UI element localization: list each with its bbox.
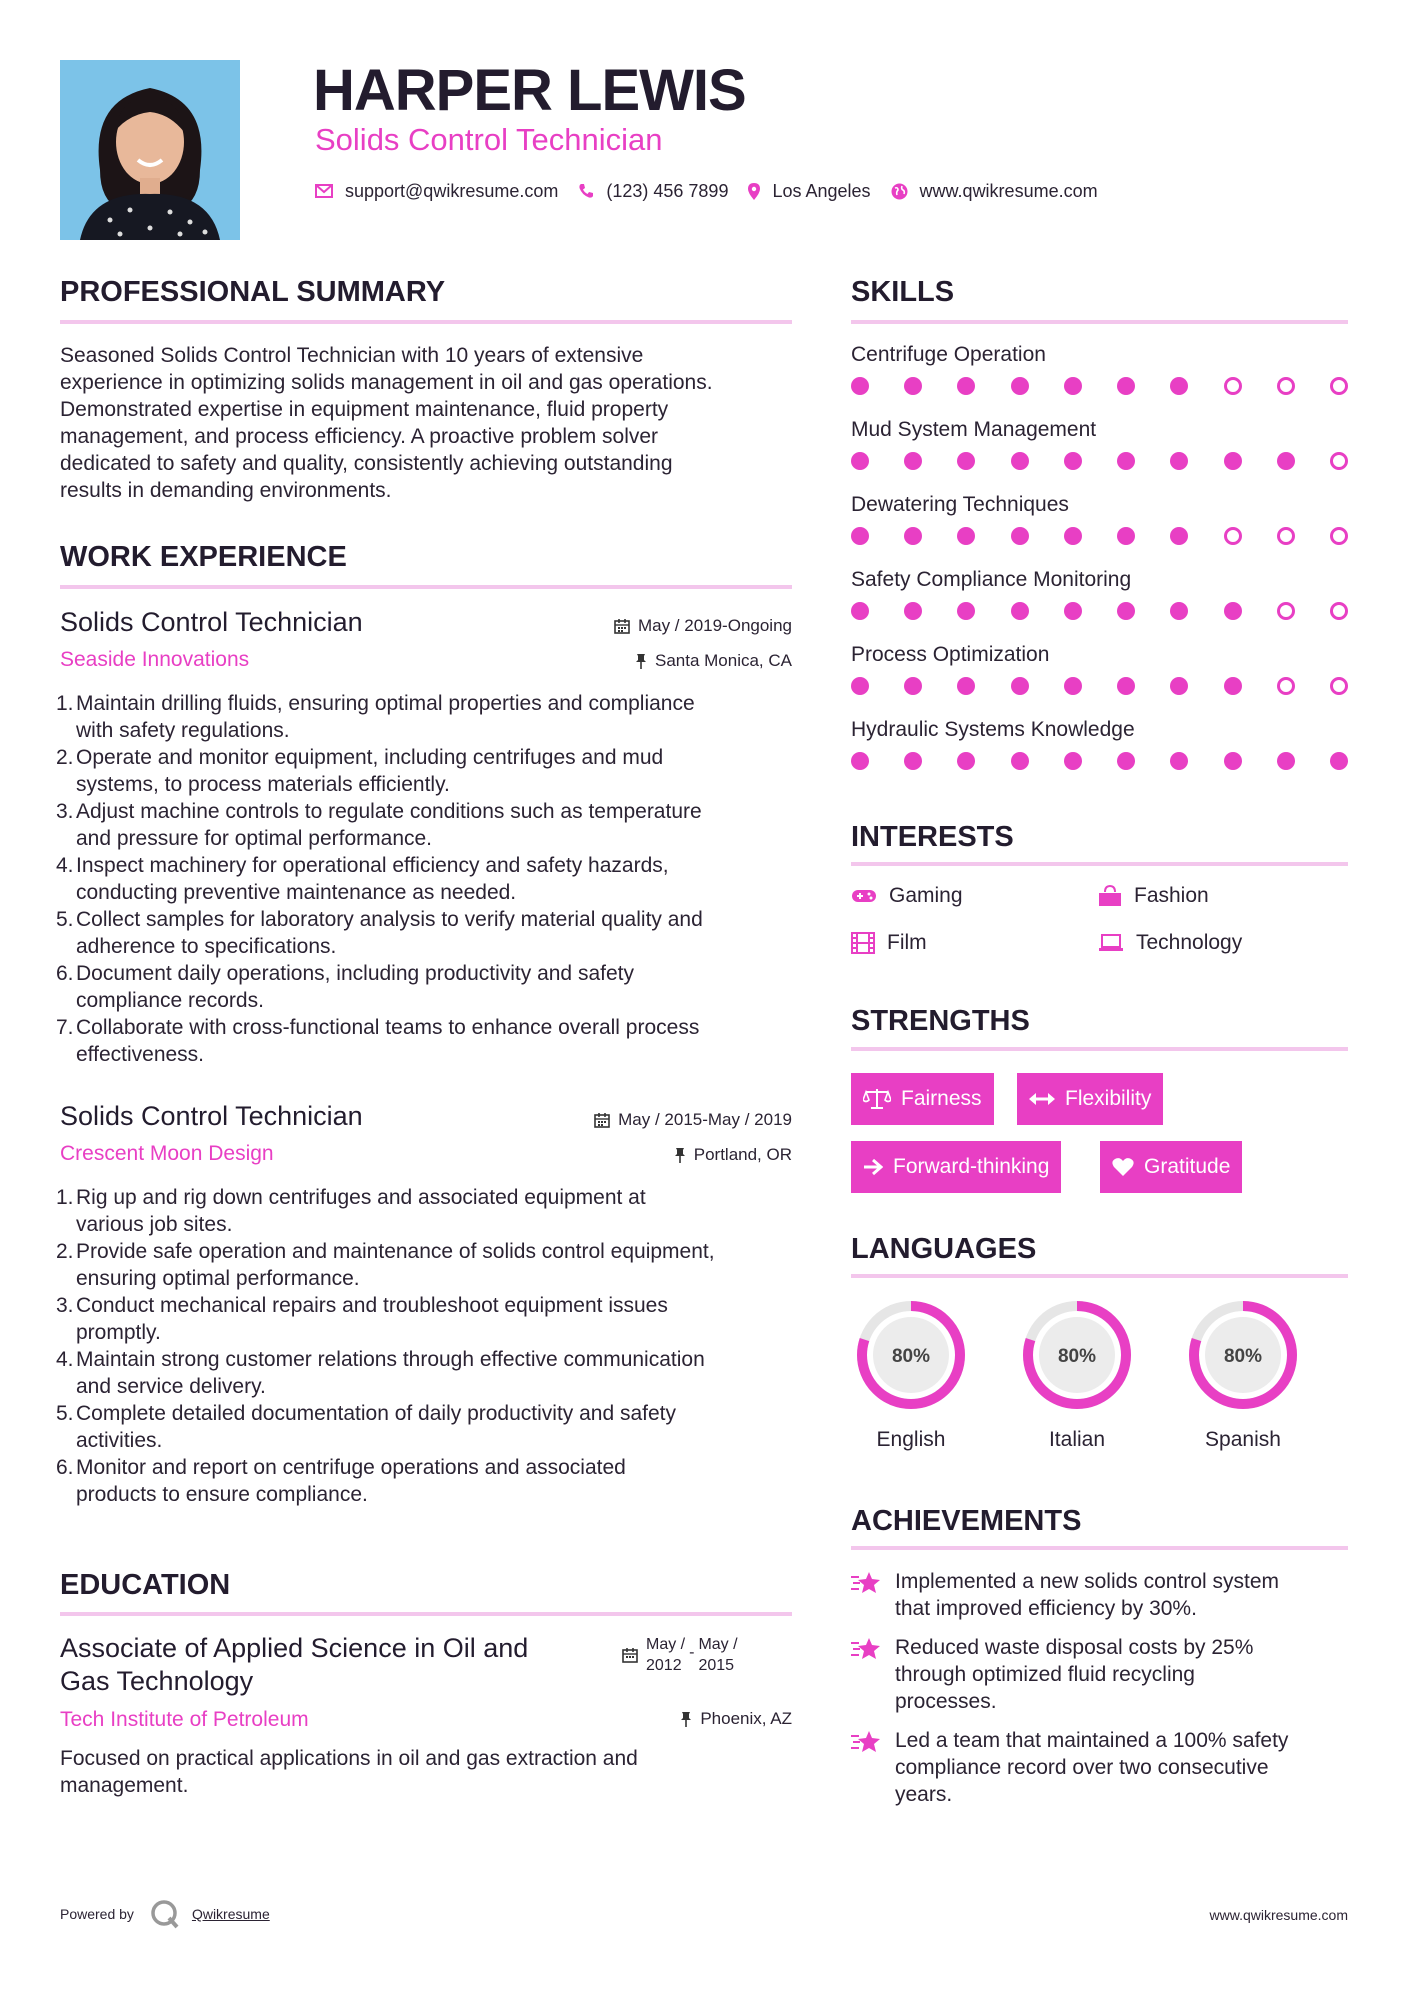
skill-rating xyxy=(851,527,1348,545)
rating-dot-filled xyxy=(851,752,869,770)
rating-dot-empty xyxy=(1277,377,1295,395)
job-title: Solids Control Technician xyxy=(60,1101,363,1131)
education-heading: EDUCATION xyxy=(60,1569,231,1601)
rating-dot-filled xyxy=(1224,602,1242,620)
job-dates: May / 2015-May / 2019 xyxy=(492,1110,792,1130)
pin-icon xyxy=(635,653,647,669)
rating-dot-filled xyxy=(1277,752,1295,770)
skill-row xyxy=(851,417,1348,492)
rating-dot-empty xyxy=(1330,527,1348,545)
achievement-item: Reduced waste disposal costs by 25% through optimized fluid recycling processes. xyxy=(851,1634,1351,1715)
summary-text: Seasoned Solids Control Technician with 10 years of extensive experience in optimizing solids management in oil and gas operations. Demonstrated expertise in equipment maintenance, fluid property management, and process efficiency. A proactive problem solver dedicated to safety and quality, consistently achieving outstanding results in demanding environments. xyxy=(60,344,713,502)
skill-name: Process Optimization xyxy=(851,643,1050,666)
footer-branding xyxy=(60,1899,270,1929)
rating-dot-filled xyxy=(1224,752,1242,770)
rating-dot-filled xyxy=(957,677,975,695)
job-dates: May / 2019-Ongoing xyxy=(492,616,792,636)
rating-dot-filled xyxy=(1117,752,1135,770)
contact-location xyxy=(748,181,870,202)
qwikresume-logo-icon xyxy=(150,1899,180,1929)
language-name: Spanish xyxy=(1205,1428,1281,1451)
envelope-icon xyxy=(315,184,333,198)
achievements-rule xyxy=(851,1546,1348,1550)
rating-dot-filled xyxy=(904,452,922,470)
language-name: Italian xyxy=(1048,1428,1106,1451)
rating-dot-filled xyxy=(1011,527,1029,545)
strength-badge: Gratitude xyxy=(1100,1141,1242,1193)
footer-website[interactable]: www.qwikresume.com xyxy=(1209,1907,1348,1923)
skills-list xyxy=(851,342,1348,767)
job-location: Santa Monica, CA xyxy=(492,651,792,671)
list-item: 1. Rig up and rig down centrifuges and associated equipment at various job sites. xyxy=(56,1186,646,1236)
rating-dot-filled xyxy=(1064,527,1082,545)
rating-dot-filled xyxy=(1064,752,1082,770)
rating-dot-empty xyxy=(1330,452,1348,470)
experience-rule xyxy=(60,585,792,589)
rating-dot-filled xyxy=(1011,752,1029,770)
job-title: Solids Control Technician xyxy=(60,607,363,637)
brand-link[interactable]: Qwikresume xyxy=(191,1906,270,1922)
contact-website[interactable] xyxy=(891,181,1098,202)
skill-row xyxy=(851,642,1348,717)
candidate-name: HARPER LEWIS xyxy=(313,58,746,123)
strength-badge: Flexibility xyxy=(1017,1073,1163,1125)
skills-heading: SKILLS xyxy=(851,276,955,308)
achievements-list xyxy=(851,1568,1351,1808)
job-responsibilities xyxy=(56,690,816,1068)
skill-name: Mud System Management xyxy=(851,418,1097,441)
rating-dot-filled xyxy=(957,452,975,470)
rating-dot-filled xyxy=(1117,677,1135,695)
school-name: Tech Institute of Petroleum xyxy=(60,1708,309,1731)
star-icon xyxy=(851,1571,881,1595)
arrow-right-icon xyxy=(863,1158,883,1176)
company-name: Seaside Innovations xyxy=(60,648,250,671)
skill-name: Hydraulic Systems Knowledge xyxy=(851,718,1135,741)
interests-heading: INTERESTS xyxy=(851,821,1014,853)
rating-dot-filled xyxy=(957,752,975,770)
pin-icon xyxy=(674,1147,686,1163)
list-item: 1. Maintain drilling fluids, ensuring optimal properties and compliance with safety regulations. xyxy=(56,692,695,742)
strengths-heading: STRENGTHS xyxy=(851,1005,1030,1037)
strength-badge: Fairness xyxy=(851,1073,994,1125)
list-item: 3. Adjust machine controls to regulate conditions such as temperature and pressure for optimal performance. xyxy=(56,800,702,850)
star-icon xyxy=(851,1637,881,1661)
rating-dot-filled xyxy=(851,377,869,395)
globe-icon xyxy=(891,183,908,200)
skill-name: Dewatering Techniques xyxy=(851,493,1069,516)
education-end: May / 2015 xyxy=(698,1636,738,1674)
language-item xyxy=(851,1293,971,1452)
list-item: 2. Operate and monitor equipment, including centrifuges and mud systems, to process materials efficiently. xyxy=(56,746,664,796)
rating-dot-filled xyxy=(1064,677,1082,695)
skill-rating xyxy=(851,677,1348,695)
strengths-rule xyxy=(851,1047,1348,1051)
skill-name: Centrifuge Operation xyxy=(851,343,1046,366)
rating-dot-filled xyxy=(1064,602,1082,620)
rating-dot-filled xyxy=(851,602,869,620)
rating-dot-filled xyxy=(904,677,922,695)
rating-dot-empty xyxy=(1224,377,1242,395)
rating-dot-filled xyxy=(851,527,869,545)
languages-list xyxy=(851,1293,1351,1473)
rating-dot-filled xyxy=(1170,602,1188,620)
contact-phone[interactable] xyxy=(578,181,728,202)
rating-dot-filled xyxy=(1170,452,1188,470)
job-location: Portland, OR xyxy=(492,1145,792,1165)
website-text: www.qwikresume.com xyxy=(919,180,1098,201)
balance-scale-icon xyxy=(863,1088,891,1110)
list-item: 5. Collect samples for laboratory analysis to verify material quality and adherence to specifications. xyxy=(56,908,703,958)
rating-dot-filled xyxy=(1277,452,1295,470)
achievement-item: Implemented a new solids control system that improved efficiency by 30%. xyxy=(851,1568,1351,1622)
summary-heading: PROFESSIONAL SUMMARY xyxy=(60,276,446,308)
skill-rating xyxy=(851,602,1348,620)
skill-row xyxy=(851,717,1348,767)
rating-dot-filled xyxy=(904,752,922,770)
rating-dot-filled xyxy=(1117,602,1135,620)
job-responsibilities xyxy=(56,1184,816,1508)
interest-technology: Technology xyxy=(1098,927,1242,959)
rating-dot-filled xyxy=(1117,377,1135,395)
calendar-icon xyxy=(614,618,630,634)
arrows-h-icon xyxy=(1029,1092,1055,1106)
laptop-icon xyxy=(1098,934,1124,952)
skill-row xyxy=(851,492,1348,567)
experience-heading: WORK EXPERIENCE xyxy=(60,541,347,573)
map-marker-icon xyxy=(748,183,760,200)
rating-dot-filled xyxy=(851,677,869,695)
heart-icon xyxy=(1112,1157,1134,1177)
language-ring xyxy=(1183,1293,1303,1417)
contact-bar xyxy=(315,177,1118,205)
list-item: 6. Monitor and report on centrifuge operations and associated products to ensure compliance. xyxy=(56,1456,626,1506)
education-description: Focused on practical applications in oil and gas extraction and management. xyxy=(60,1747,638,1797)
list-item: 2. Provide safe operation and maintenance of solids control equipment, ensuring optimal performance. xyxy=(56,1240,715,1290)
company-name: Crescent Moon Design xyxy=(60,1142,274,1165)
contact-email[interactable] xyxy=(315,181,558,202)
rating-dot-empty xyxy=(1277,677,1295,695)
language-percent: 80% xyxy=(1223,1346,1263,1367)
interest-fashion: Fashion xyxy=(1098,880,1209,912)
rating-dot-filled xyxy=(957,527,975,545)
language-name: English xyxy=(876,1428,946,1451)
rating-dot-filled xyxy=(904,527,922,545)
powered-by-label: Powered by xyxy=(60,1906,134,1922)
skill-rating xyxy=(851,377,1348,395)
skill-rating xyxy=(851,752,1348,770)
location-text: Los Angeles xyxy=(772,180,871,201)
language-ring xyxy=(1017,1293,1137,1417)
calendar-icon xyxy=(594,1112,610,1128)
rating-dot-filled xyxy=(957,377,975,395)
email-text: support@qwikresume.com xyxy=(345,180,559,201)
language-percent: 80% xyxy=(891,1346,931,1367)
profile-photo xyxy=(60,60,240,240)
calendar-icon xyxy=(622,1647,638,1663)
languages-heading: LANGUAGES xyxy=(851,1233,1037,1265)
rating-dot-empty xyxy=(1330,602,1348,620)
rating-dot-filled xyxy=(1117,527,1135,545)
rating-dot-filled xyxy=(1011,377,1029,395)
rating-dot-empty xyxy=(1330,677,1348,695)
education-dates: May / 2012 - May / 2015 xyxy=(622,1634,738,1676)
rating-dot-filled xyxy=(904,377,922,395)
rating-dot-filled xyxy=(1170,677,1188,695)
star-icon xyxy=(851,1730,881,1754)
language-item xyxy=(1183,1293,1303,1452)
education-start: May / 2012 xyxy=(646,1636,686,1674)
rating-dot-empty xyxy=(1277,602,1295,620)
rating-dot-filled xyxy=(904,602,922,620)
language-ring xyxy=(851,1293,971,1417)
shopping-bag-icon xyxy=(1098,885,1122,907)
rating-dot-filled xyxy=(851,452,869,470)
gamepad-icon xyxy=(851,888,877,904)
list-item: 6. Document daily operations, including productivity and safety compliance records. xyxy=(56,962,634,1012)
rating-dot-filled xyxy=(1170,527,1188,545)
rating-dot-filled xyxy=(1170,377,1188,395)
rating-dot-filled xyxy=(1117,452,1135,470)
interests-rule xyxy=(851,862,1348,866)
achievement-item: Led a team that maintained a 100% safety compliance record over two consecutive years. xyxy=(851,1727,1351,1808)
candidate-role: Solids Control Technician xyxy=(315,122,663,157)
interest-gaming: Gaming xyxy=(851,880,963,912)
strength-badge: Forward-thinking xyxy=(851,1141,1061,1193)
phone-text: (123) 456 7899 xyxy=(606,180,729,201)
skill-row xyxy=(851,567,1348,642)
pin-icon xyxy=(680,1711,692,1727)
rating-dot-filled xyxy=(1064,452,1082,470)
achievements-heading: ACHIEVEMENTS xyxy=(851,1505,1082,1537)
languages-rule xyxy=(851,1274,1348,1278)
list-item: 7. Collaborate with cross-functional teams to enhance overall process effectiveness. xyxy=(56,1016,700,1066)
skill-rating xyxy=(851,452,1348,470)
list-item: 5. Complete detailed documentation of daily productivity and safety activities. xyxy=(56,1402,677,1452)
rating-dot-filled xyxy=(957,602,975,620)
education-rule xyxy=(60,1612,792,1616)
language-percent: 80% xyxy=(1057,1346,1097,1367)
rating-dot-filled xyxy=(1330,752,1348,770)
list-item: 4. Inspect machinery for operational efficiency and safety hazards, conducting preventive maintenance as needed. xyxy=(56,854,669,904)
skill-name: Safety Compliance Monitoring xyxy=(851,568,1132,591)
rating-dot-filled xyxy=(1064,377,1082,395)
summary-rule xyxy=(60,320,792,324)
degree-title: Associate of Applied Science in Oil and Gas Technology xyxy=(60,1633,529,1696)
phone-icon xyxy=(578,183,594,199)
rating-dot-filled xyxy=(1170,752,1188,770)
rating-dot-empty xyxy=(1330,377,1348,395)
skills-rule xyxy=(851,320,1348,324)
rating-dot-filled xyxy=(1224,452,1242,470)
list-item: 3. Conduct mechanical repairs and troubleshoot equipment issues promptly. xyxy=(56,1294,668,1344)
rating-dot-filled xyxy=(1011,452,1029,470)
film-icon xyxy=(851,932,875,954)
rating-dot-filled xyxy=(1011,677,1029,695)
rating-dot-filled xyxy=(1011,602,1029,620)
interest-film: Film xyxy=(851,927,927,959)
list-item: 4. Maintain strong customer relations through effective communication and service delivery. xyxy=(56,1348,705,1398)
rating-dot-filled xyxy=(1224,677,1242,695)
skill-row xyxy=(851,342,1348,417)
education-location: Phoenix, AZ xyxy=(492,1709,792,1729)
rating-dot-empty xyxy=(1224,527,1242,545)
rating-dot-empty xyxy=(1277,527,1295,545)
language-item xyxy=(1017,1293,1137,1452)
